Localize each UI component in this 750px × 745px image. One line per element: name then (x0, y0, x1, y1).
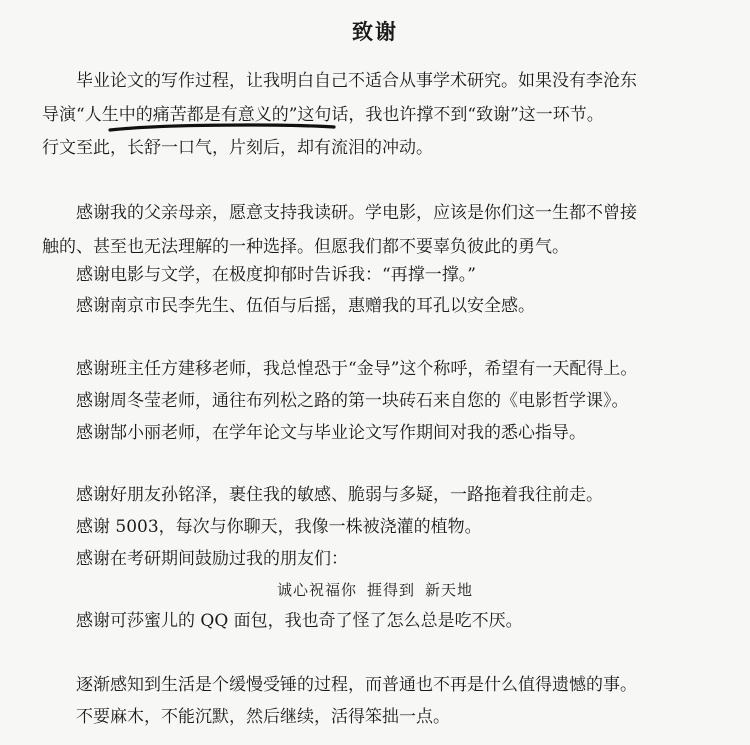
p5-line1: 逐渐感知到生活是个缓慢受锤的过程，而普通也不再是什么值得遗憾的事。 (76, 675, 637, 695)
p2-line2: 触的、甚至也无法理解的一种选择。但愿我们都不要辜负彼此的勇气。 (42, 237, 569, 257)
p5-line2: 不要麻木，不能沉默，然后继续，活得笨拙一点。 (76, 707, 450, 727)
underlined-quote: “人生中的痛苦都是有意义的” (76, 105, 298, 125)
p4-line5: 感谢可莎蜜儿的 QQ 面包，我也奇了怪了怎么总是吃不厌。 (76, 611, 523, 631)
p4-blessing-line: 诚心祝福你 捱得到 新天地 (276, 581, 474, 599)
p3-line2: 感谢周冬莹老师，通往布列松之路的第一块砖石来自您的《电影哲学课》。 (76, 391, 629, 411)
p1-line2-prefix: 导演 (42, 105, 76, 125)
p1-line2-suffix: 这句话，我也许撑不到“致谢”这一环节。 (297, 105, 604, 125)
p3-line3: 感谢郜小丽老师，在学年论文与毕业论文写作期间对我的悉心指导。 (76, 423, 586, 443)
p4-line3: 感谢在考研期间鼓励过我的朋友们： (76, 549, 348, 569)
p2-line4: 感谢南京市民李先生、伍佰与后摇，惠赠我的耳孔以安全感。 (76, 296, 535, 316)
page-title: 致谢 (352, 20, 398, 44)
p3-line1: 感谢班主任方建移老师，我总惶恐于“金导”这个称呼，希望有一天配得上。 (76, 359, 638, 379)
p4-line1: 感谢好朋友孙铭泽，裹住我的敏感、脆弱与多疑，一路拖着我往前走。 (76, 485, 603, 505)
p1-line3: 行文至此，长舒一口气，片刻后，却有流泪的冲动。 (42, 138, 433, 158)
p4-line2: 感谢 5003，每次与你聊天，我像一株被浇灌的植物。 (76, 517, 482, 537)
p2-line1: 感谢我的父亲母亲，愿意支持我读研。学电影，应该是你们这一生都不曾接 (76, 203, 637, 223)
p2-line3: 感谢电影与文学，在极度抑郁时告诉我：“再撑一撑。” (76, 265, 476, 285)
p1-line1: 毕业论文的写作过程，让我明白自己不适合从事学术研究。如果没有李沧东 (76, 71, 637, 91)
handdrawn-underline (108, 122, 336, 134)
